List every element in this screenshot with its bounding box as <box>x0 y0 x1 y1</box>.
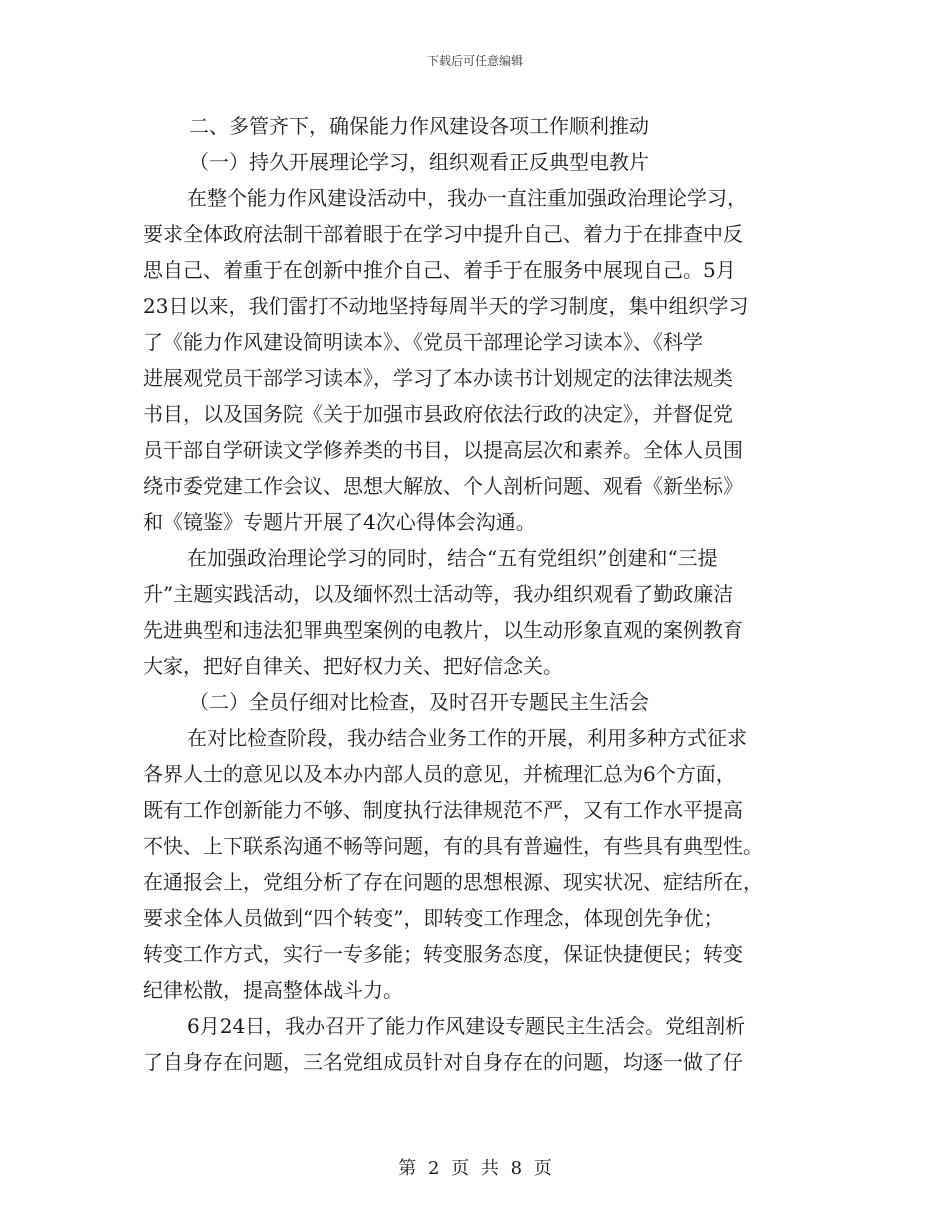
paragraph-line: 书目，以及国务院《关于加强市县政府依法行政的决定》，并督促党 <box>143 402 733 426</box>
paragraph-line: 了自身存在问题，三名党组成员针对自身存在的问题，均逐一做了仔 <box>143 1050 743 1074</box>
section-heading: 二、多管齐下，确保能力作风建设各项工作顺利推动 <box>189 114 649 138</box>
paragraph-line: 绕市委党建工作会议、思想大解放、个人剖析问题、观看《新坐标》 <box>143 474 743 498</box>
paragraph-line: 23日以来，我们雷打不动地坚持每周半天的学习制度，集中组织学习 <box>143 294 749 318</box>
page-header: 下载后可任意编辑 <box>426 54 523 68</box>
paragraph-line: 不快、上下联系沟通不畅等问题，有的具有普遍性，有些具有典型性。 <box>143 834 763 858</box>
paragraph-line: 在加强政治理论学习的同时，结合“五有党组织”创建和“三提 <box>187 546 718 570</box>
paragraph-line: 在对比检查阶段，我办结合业务工作的开展，利用多种方式征求 <box>187 726 747 750</box>
paragraph-line: 升”主题实践活动，以及缅怀烈士活动等，我办组织观看了勤政廉洁 <box>143 582 734 606</box>
paragraph-line: 进展观党员干部学习读本》，学习了本办读书计划规定的法律法规类 <box>143 366 733 390</box>
paragraph-line: 既有工作创新能力不够、制度执行法律规范不严，又有工作水平提高 <box>143 798 743 822</box>
page-number-footer: 第 2 页 共 8 页 <box>398 1158 552 1179</box>
paragraph-line: 各界人士的意见以及本办内部人员的意见，并梳理汇总为6个方面， <box>143 762 736 786</box>
paragraph-line: 和《镜鉴》专题片开展了4次心得体会沟通。 <box>143 510 536 534</box>
paragraph-line: 大家，把好自律关、把好权力关、把好信念关。 <box>143 654 563 678</box>
paragraph-line: 在整个能力作风建设活动中，我办一直注重加强政治理论学习， <box>187 186 747 210</box>
paragraph-line: 要求全体政府法制干部着眼于在学习中提升自己、着力于在排查中反 <box>143 222 743 246</box>
paragraph-line: 先进典型和违法犯罪典型案例的电教片，以生动形象直观的案例教育 <box>143 618 743 642</box>
paragraph-line: 要求全体人员做到“四个转变”，即转变工作理念，体现创先争优； <box>143 906 724 930</box>
paragraph-line: 6月24日，我办召开了能力作风建设专题民主生活会。党组剖析 <box>187 1014 746 1038</box>
paragraph-line: 在通报会上，党组分析了存在问题的思想根源、现实状况、症结所在， <box>143 870 763 894</box>
paragraph-line: 思自己、着重于在创新中推介自己、着手于在服务中展现自己。5月 <box>143 258 736 282</box>
subsection-heading-2: （二）全员仔细对比检查，及时召开专题民主生活会 <box>189 690 649 714</box>
paragraph-line: 了《能力作风建设简明读本》、《党员干部理论学习读本》、《科学 <box>143 330 703 354</box>
paragraph-line: 员干部自学研读文学修养类的书目，以提高层次和素养。全体人员围 <box>143 438 743 462</box>
paragraph-line: 转变工作方式，实行一专多能；转变服务态度，保证快捷便民；转变 <box>143 942 743 966</box>
paragraph-line: 纪律松散，提高整体战斗力。 <box>143 978 403 1002</box>
subsection-heading-1: （一）持久开展理论学习，组织观看正反典型电教片 <box>189 150 649 174</box>
document-body <box>143 108 809 1080</box>
